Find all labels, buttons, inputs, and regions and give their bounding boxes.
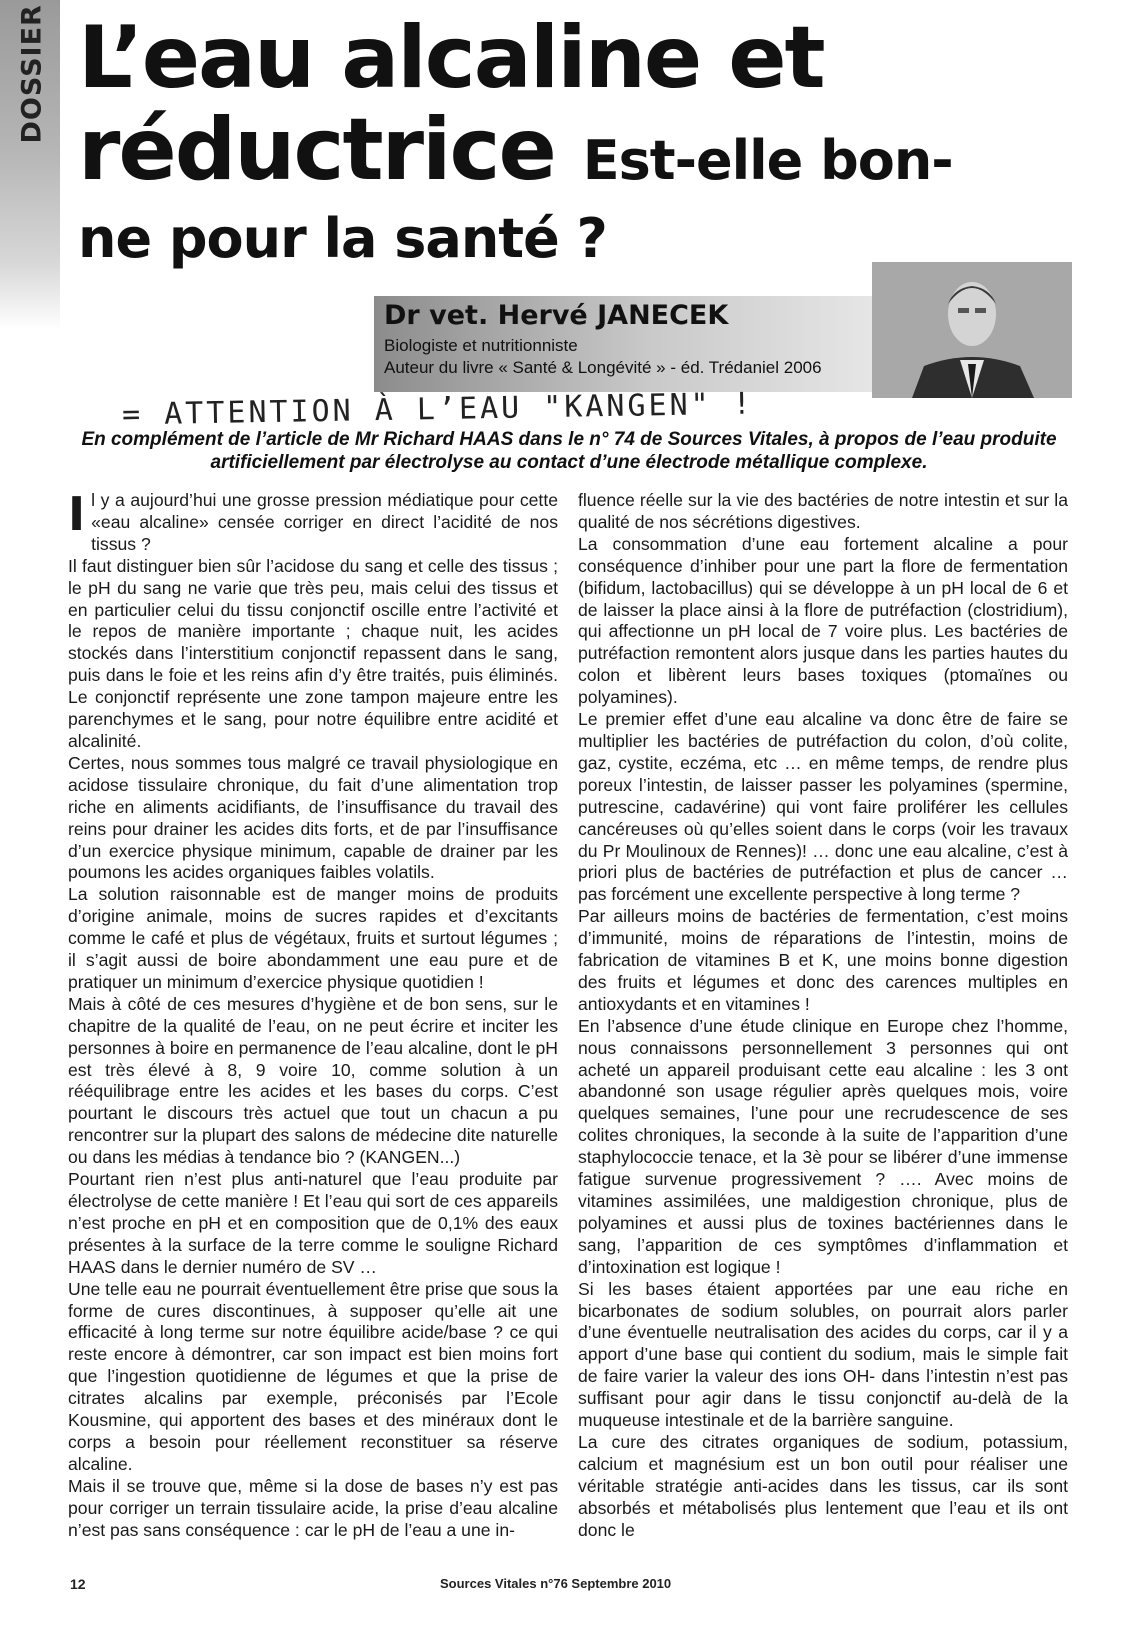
paragraph: La solution raisonnable est de manger moins de produits d’origine animale, moins de sucres rapides et d’excitants comme le café et plus de végétaux, fruits et surtout légumes ; il s’agit aussi de boire abondamment une eau pure et de pratiquer un minimum d’exercice physique quotidien ! [68, 884, 558, 992]
section-label: DOSSIER [16, 4, 48, 144]
paragraph-text: l y a aujourd’hui une grosse pression médiatique pour cette «eau alcaline» censée corriger en direct l’acidité de nos tissus ? [91, 490, 558, 554]
paragraph: Par ailleurs moins de bactéries de fermentation, c’est moins d’immunité, moins de réparations de l’intestin, moins de fabrication de vitamines B et K, une moins bonne digestion des fruits et légumes et donc des carences multiples en antioxydants et en vitamines ! [578, 906, 1068, 1014]
drop-cap: I [68, 487, 86, 541]
article-intro: En complément de l’article de Mr Richard HAAS dans le n° 74 de Sources Vitales, à propos de l’eau produite artificiellement par électrolyse au contact d’une électrode métallique complexe. [81, 429, 1057, 473]
title-line-2-sub: Est-elle bon- [582, 129, 953, 192]
title-line-2-main: réductrice [78, 100, 555, 200]
section-tab [0, 0, 60, 330]
author-book: Auteur du livre « Santé & Longévité » - éd. Trédaniel 2006 [384, 358, 822, 377]
handwritten-note: = ATTENTION À L’EAU "KANGEN" ! [121, 386, 755, 433]
page-number: 12 [70, 1576, 86, 1592]
title-line-2 [78, 100, 1108, 207]
paragraph: Mais à côté de ces mesures d’hygiène et de bon sens, sur le chapitre de la qualité de l’eau, on ne peut écrire et inciter les personnes à boire en permanence de l’eau alcaline, dont le pH est très élevé à 8, 9 voire 10, comme solution à un rééquilibrage entre les acides et les bases du corps. C’est pourtant le discours très actuel que tout un chacun a pu rencontrer sur la plupart des salons de médecine dite naturelle ou dans les médias à tendance bio ? (KANGEN...) [68, 993, 558, 1168]
paragraph: En l’absence d’une étude clinique en Europe chez l’homme, nous connaissons personnellement 3 personnes qui ont acheté un appareil produisant cette eau alcaline : les 3 ont abandonné son usage régulier après quelques mois, voire quelques semaines, l’une pour une recrudescence de ses colites chroniques, la seconde à la suite de l’apparition d’une staphylococcie tenace, et la 3è pour se libérer d’une immense fatigue survenue progressivement ? …. Avec moins de vitamines assimilées, une maldigestion chronique, plus de polyamines et aussi plus de toxines bactériennes dans le sang, l’apparition de ces symptômes d’inflammation et d’intoxination est logique ! [578, 1015, 1068, 1277]
paragraph: Pourtant rien n’est plus anti-naturel que l’eau produite par électrolyse de cette manière ! Et l’eau qui sort de ces appareils n’est proche en pH et en composition que de 0,1% des eaux présentes à la surface de la terre comme le souligne Richard HAAS dans le dernier numéro de SV … [68, 1169, 558, 1277]
author-name: Dr vet. Hervé JANECEK [384, 300, 729, 331]
paragraph: Il faut distinguer bien sûr l’acidose du sang et celle des tissus ; le pH du sang ne varie que très peu, mais celui des tissus et en particulier celui du tissu conjonctif oscille entre l’activité et le repos de manière importante ; chaque nuit, les acides stockés dans l’interstitium conjonctif repassent dans le sang, puis dans le foie et les reins afin d’y être traités, puis éliminés. Le conjonctif représente une zone tampon majeure entre les parenchymes et le sang, pour notre équilibre entre acidité et alcalinité. [68, 555, 558, 751]
paragraph: Le premier effet d’une eau alcaline va donc être de faire se multiplier les bactéries de putréfaction du colon, d’où colite, gaz, cystite, eczéma, etc … en même temps, de rendre plus poreux l’intestin, de laisser passer les polyamines (spermine, putrescine, cadavérine) qui vont faire proliférer les cellules cancéreuses où qu’elles soient dans le corps (voir les travaux du Pr Moulinoux de Rennes)! … donc une eau alcaline, c’est à priori plus de bactéries de putréfaction et plus de cancer … pas forcément une excellente perspective à long terme ? [578, 709, 1068, 905]
paragraph: fluence réelle sur la vie des bactéries de notre intestin et sur la qualité de nos sécrétions digestives. [578, 490, 1068, 532]
paragraph: Certes, nous sommes tous malgré ce travail physiologique en acidose tissulaire chronique, du fait d’une alimentation trop riche en aliments acidifiants, de l’insuffisance du travail des reins pour drainer les acides dits forts, et de par l’insuffisance d’un exercice physique minimum, capable de drainer par les poumons les acides organiques faibles volatils. [68, 752, 558, 883]
paragraph: La cure des citrates organiques de sodium, potassium, calcium et magnésium est un bon outil pour réaliser une véritable stratégie anti-acides dans les tissus, car ils sont absorbés et métabolisés plus lentement que l’eau et ils ont donc le [578, 1431, 1068, 1540]
title-line-1: L’eau alcaline et [78, 8, 824, 108]
author-photo [872, 262, 1072, 398]
left-column [68, 487, 558, 1542]
paragraph [68, 487, 558, 556]
paragraph: Une telle eau ne pourrait éventuellement être prise que sous la forme de cures discontinues, à supposer qu’elle ait une efficacité à long terme sur notre équilibre acide/base ? ce qui reste encore à démontrer, car son impact est bien moins fort que l’ingestion quotidienne de légumes et que la prise de citrates alcalins par exemple, préconisés par l’Ecole Kousmine, qui apportent des bases et des minéraux dont le corps a besoin pour réellement reconstituer sa réserve alcaline. [68, 1278, 558, 1474]
title-line-3: ne pour la santé ? [78, 207, 607, 270]
right-column [578, 490, 1068, 1542]
article-title [78, 8, 1108, 271]
paragraph: Mais il se trouve que, même si la dose de bases n’y est pas pour corriger un terrain tissulaire acide, la prise d’eau alcaline n’est pas sans conséquence : car le pH de l’eau a une in- [68, 1475, 558, 1540]
paragraph: Si les bases étaient apportées par une eau riche en bicarbonates de sodium solubles, on pourrait alors parler d’une éventuelle neutralisation des acides du corps, car il y a apport d’une base qui contient du sodium, mais le simple fait de faire varier la valeur des ions OH- dans l’intestin n’est pas suffisant pour agir dans le tissu conjonctif au-delà de la muqueuse intestinale et de la barrière sanguine. [578, 1278, 1068, 1431]
publication-footer: Sources Vitales n°76 Septembre 2010 [440, 1576, 672, 1591]
paragraph: La consommation d’une eau fortement alcaline a pour conséquence d’inhiber pour une part la flore de fermentation (bifidum, lactobacillus) qui se développe à un pH local de 6 et de laisser la place ainsi à la flore de putréfaction (clostridium), qui affectionne un pH local de 7 voire plus. Les bactéries de putréfaction remontent alors jusque dans les parties hautes du colon et libèrent leurs bases toxiques (ptomaïnes ou polyamines). [578, 533, 1068, 708]
author-role: Biologiste et nutritionniste [384, 336, 578, 355]
